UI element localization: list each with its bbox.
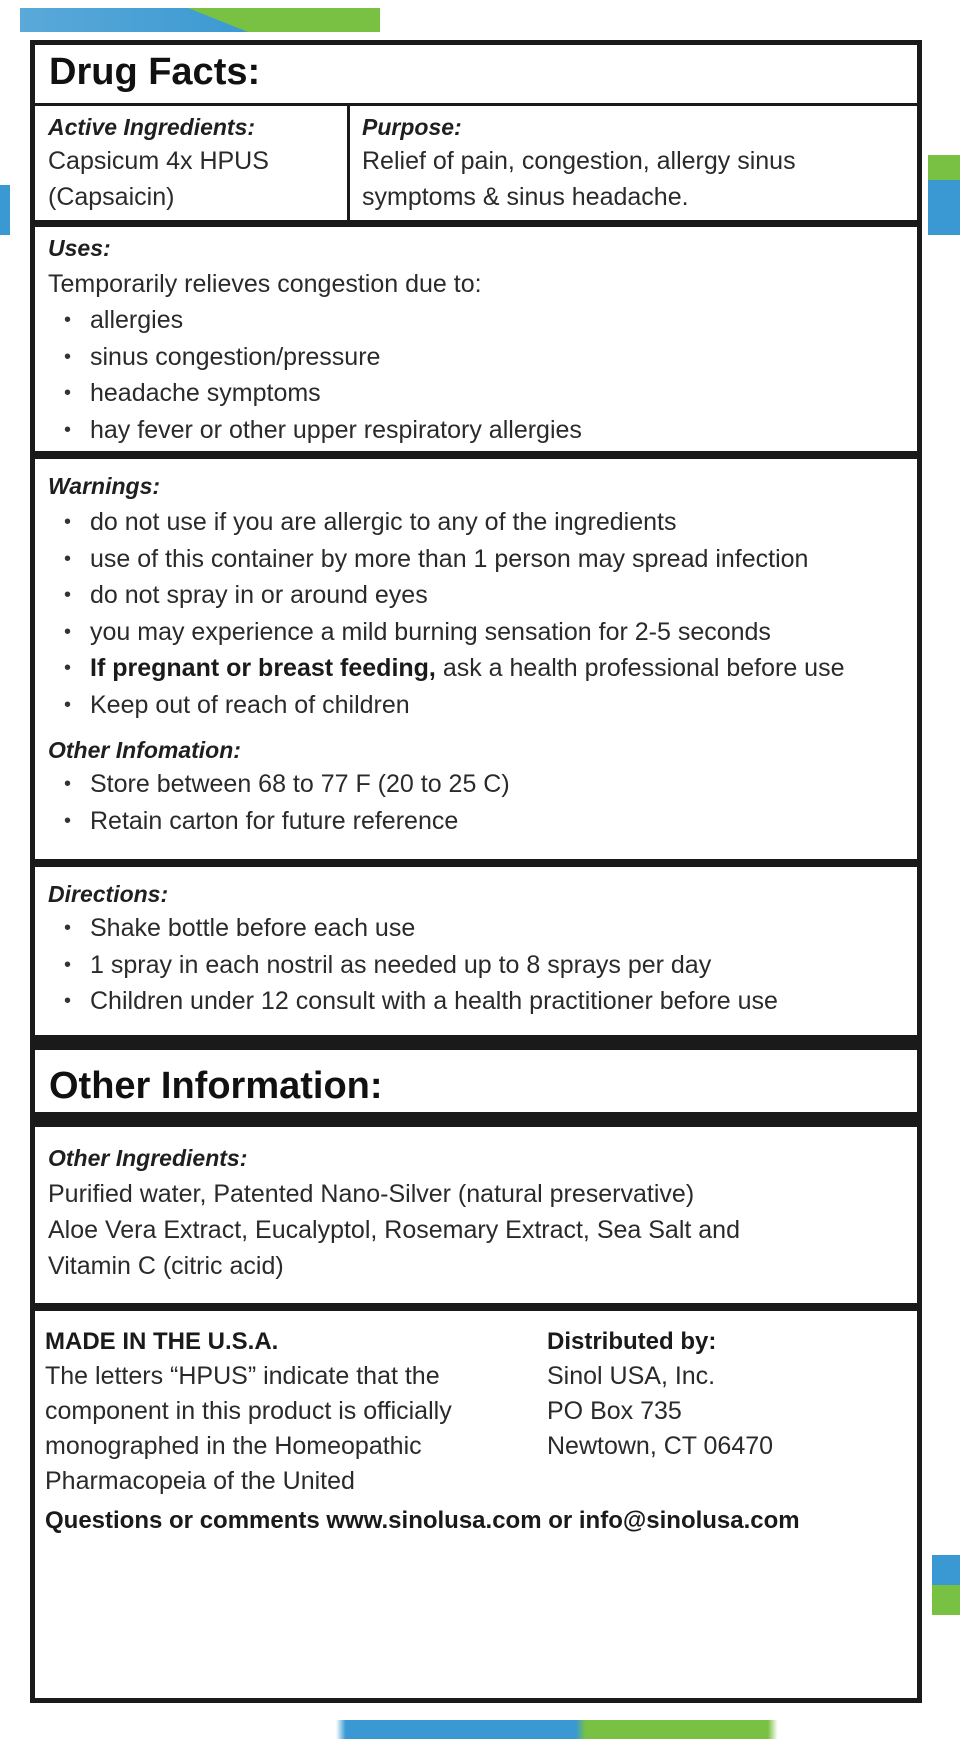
other-ingredients-heading: Other Ingredients: [48,1145,248,1171]
pregnancy-bold-text: If pregnant or breast feeding, [90,654,436,682]
pregnancy-text: ask a health professional before use [442,654,845,682]
uses-section [35,227,917,451]
purpose-line: symptoms & sinus headache. [362,183,689,211]
list-item: • Store between 68 to 77 F (20 to 25 C) [48,766,918,803]
drug-facts-title: Drug Facts: [49,51,261,93]
active-ingredient-line: Capsicum 4x HPUS [48,147,269,175]
active-ingredients [48,114,338,215]
active-ingredient-line: (Capsaicin) [48,183,175,211]
made-in-block [45,1325,525,1499]
active-ingredients-heading: Active Ingredients: [48,114,256,140]
hpus-line: Pharmacopeia of the United [45,1467,355,1495]
directions-heading: Directions: [48,881,169,907]
divider-thick [35,1303,917,1311]
warnings-list [48,504,918,723]
purpose [362,114,902,215]
hpus-line: component in this product is officially [45,1397,452,1425]
hpus-line: The letters “HPUS” indicate that the [45,1362,440,1390]
right-blue-stripe [928,180,960,235]
footer-section [35,1311,917,1701]
divider-thick [35,220,917,227]
other-ingredients-line: Aloe Vera Extract, Eucalyptol, Rosemary Extract, Sea Salt and [48,1216,740,1244]
directions-section [35,867,917,1035]
active-purpose-section [35,106,917,220]
distributor-block [547,1325,907,1464]
other-ingredients-line: Vitamin C (citric acid) [48,1252,284,1280]
list-item: • do not use if you are allergic to any of the ingredients [48,504,918,541]
list-item: • headache symptoms [48,375,908,412]
hpus-line: monographed in the Homeopathic [45,1432,422,1460]
list-item: • Shake bottle before each use [48,910,918,947]
other-infomation-list [48,766,918,839]
contact-line: Questions or comments www.sinolusa.com or info@sinolusa.com [45,1507,800,1534]
list-item: • Children under 12 consult with a health practitioner before use [48,983,918,1020]
list-item: • Keep out of reach of children [48,687,918,724]
divider-thick [35,451,917,459]
distributor-line: Newtown, CT 06470 [547,1432,774,1460]
purpose-heading: Purpose: [362,114,462,140]
distributor-line: Sinol USA, Inc. [547,1362,716,1390]
divider-heavy [35,1112,917,1127]
warnings-heading: Warnings: [48,473,161,499]
list-item: • use of this container by more than 1 person may spread infection [48,541,918,578]
list-item: • you may experience a mild burning sensation for 2-5 seconds [48,614,918,651]
column-divider [347,106,350,220]
uses-intro: Temporarily relieves congestion due to: [48,270,482,298]
purpose-line: Relief of pain, congestion, allergy sinus [362,147,796,175]
directions-list [48,910,918,1020]
directions-content [48,881,918,1020]
distributor-line: PO Box 735 [547,1397,682,1425]
list-item: • allergies [48,302,908,339]
uses-content [48,235,908,448]
list-item-pregnancy [48,650,918,687]
list-item: • sinus congestion/pressure [48,339,908,376]
bottom-stripe [0,1720,960,1739]
list-item: • 1 spray in each nostril as needed up to 8 sprays per day [48,947,918,984]
right-blue-stripe-lower [932,1555,960,1585]
other-ingredients-section [35,1127,917,1303]
other-infomation-heading: Other Infomation: [48,737,241,763]
other-ingredients-line: Purified water, Patented Nano-Silver (natural preservative) [48,1180,695,1208]
divider-heavy [35,1035,917,1050]
list-item: • Retain carton for future reference [48,803,918,840]
list-item: • do not spray in or around eyes [48,577,918,614]
warnings-section [35,459,917,859]
distributed-by-heading: Distributed by: [547,1328,717,1355]
uses-heading: Uses: [48,235,111,261]
other-information-title: Other Information: [49,1065,383,1107]
drug-facts-label [30,40,922,1703]
left-blue-stripe [0,185,10,235]
other-ingredients-content [48,1145,918,1284]
divider-thick [35,859,917,867]
list-item: • hay fever or other upper respiratory allergies [48,412,908,449]
uses-list [48,302,908,448]
warnings-content [48,473,918,839]
made-in-usa: MADE IN THE U.S.A. [45,1328,279,1355]
